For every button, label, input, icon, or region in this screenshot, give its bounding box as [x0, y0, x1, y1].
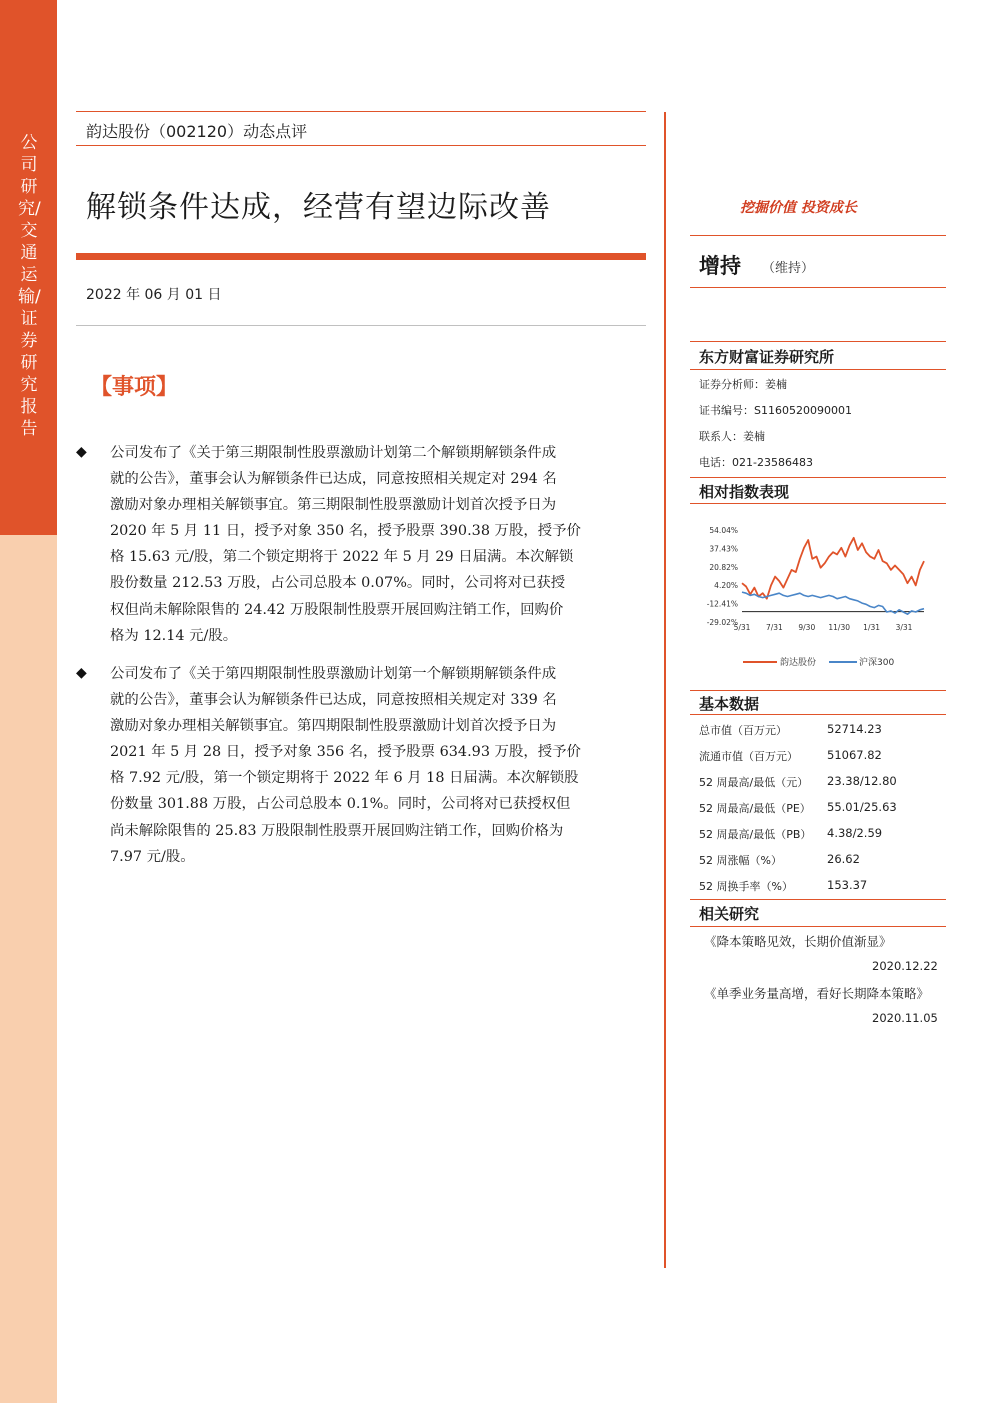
- paragraph-line: 尚未解除限售的 25.83 万股限制性股票开展回购注销工作，回购价格为: [110, 822, 564, 839]
- rating-rule: [690, 287, 946, 288]
- page-title: 解锁条件达成，经营有望边际改善: [86, 190, 551, 225]
- side-category-label: 公司研究/交通运输/证券研究报告: [18, 133, 41, 439]
- y-tick-label: 54.04%: [709, 526, 738, 535]
- basic-heading-rule-bottom: [690, 714, 946, 715]
- y-tick-label: 20.82%: [709, 562, 738, 572]
- y-tick-label: -29.02%: [706, 618, 738, 627]
- paragraph-line: 公司发布了《关于第四期限制性股票激励计划第一个解锁期解锁条件成: [110, 666, 557, 682]
- rating: 增持: [699, 254, 741, 278]
- paragraph-line: 份数量 301.88 万股，占公司总股本 0.1%。同时，公司将对已获授权但: [110, 796, 571, 813]
- institute-name: 东方财富证券研究所: [699, 348, 835, 366]
- basic-label: 流通市值（百万元）: [699, 750, 798, 763]
- basic-heading-rule-top: [690, 690, 946, 691]
- x-tick-label: 5/31: [733, 623, 751, 632]
- side-band-bottom: [0, 535, 57, 1403]
- contact: 联系人：姜楠: [699, 430, 765, 443]
- y-tick-label: 37.43%: [709, 544, 738, 554]
- certificate-number: 证书编号：S1160520090001: [699, 404, 852, 417]
- basic-label: 52 周涨幅（%）: [699, 854, 782, 867]
- basic-label: 52 周最高/最低（PB）: [699, 828, 812, 841]
- paragraph-line: 2020 年 5 月 11 日，授予对象 350 名，授予股票 390.38 万股，授予价: [110, 523, 581, 540]
- y-tick-label: 4.20%: [714, 581, 738, 591]
- basic-value: 55.01/25.63: [827, 800, 897, 814]
- institute-top-rule: [690, 341, 946, 342]
- paragraph-line: 格为 12.14 元/股。: [110, 627, 238, 644]
- x-tick-label: 11/30: [828, 623, 851, 632]
- related-heading-rule-bottom: [690, 926, 946, 927]
- paragraph-line: 股份数量 212.53 万股，占公司总股本 0.07%。同时，公司将对已获授: [110, 575, 566, 592]
- basic-label: 52 周最高/最低（元）: [699, 776, 809, 789]
- chart-heading-rule-top: [690, 477, 946, 478]
- bullet-icon: ◆: [76, 444, 87, 460]
- date-divider: [76, 325, 646, 326]
- legend-swatch-2: [829, 661, 857, 663]
- section-heading: 【事项】: [90, 375, 179, 400]
- related-report-title[interactable]: 《单季业务量高增，看好长期降本策略》: [704, 986, 930, 1001]
- legend-label-2: 沪深300: [859, 658, 895, 668]
- rating-note: （维持）: [762, 261, 815, 276]
- related-heading-rule-top: [690, 899, 946, 900]
- relative-performance-chart: [690, 520, 946, 632]
- title-underline: [76, 253, 646, 260]
- paragraph-line: 就的公告》，董事会认为解锁条件已达成，同意按照相关规定对 294 名: [110, 471, 557, 488]
- y-tick-label: -12.41%: [706, 599, 738, 609]
- series-line-2: [742, 592, 924, 614]
- phone: 电话：021-23586483: [699, 456, 813, 469]
- related-heading: 相关研究: [699, 905, 760, 923]
- basic-value: 26.62: [827, 852, 860, 866]
- basic-label: 总市值（百万元）: [699, 724, 787, 737]
- related-report-date: 2020.12.22: [872, 959, 938, 973]
- paragraph-line: 权但尚未解除限售的 24.42 万股限制性股票开展回购注销工作，回购价: [110, 601, 564, 618]
- column-divider: [664, 112, 666, 1268]
- paragraph-line: 公司发布了《关于第三期限制性股票激励计划第二个解锁期解锁条件成: [110, 445, 557, 461]
- bullet-icon: ◆: [76, 665, 87, 681]
- header-bottom-rule: [76, 145, 646, 146]
- chart-heading-rule-bottom: [690, 503, 946, 504]
- x-tick-label: 3/31: [895, 623, 913, 632]
- x-tick-label: 7/31: [765, 623, 783, 632]
- paragraph-line: 就的公告》，董事会认为解锁条件已达成，同意按照相关规定对 339 名: [110, 692, 557, 709]
- paragraph-line: 格 7.92 元/股，第一个锁定期将于 2022 年 6 月 18 日届满。本次解锁股: [110, 770, 579, 787]
- legend-swatch-1: [743, 661, 777, 663]
- paragraph-line: 激励对象办理相关解锁事宜。第四期限制性股票激励计划首次授予日为: [110, 718, 557, 735]
- x-tick-label: 1/31: [863, 623, 881, 632]
- slogan: 挖掘价值 投资成长: [740, 200, 857, 216]
- report-type: 韵达股份（002120）动态点评: [86, 122, 308, 141]
- basic-data-heading: 基本数据: [699, 695, 760, 713]
- basic-label: 52 周换手率（%）: [699, 880, 793, 893]
- analyst: 证券分析师：姜楠: [699, 378, 787, 391]
- basic-value: 51067.82: [827, 748, 882, 762]
- basic-value: 153.37: [827, 878, 868, 892]
- series-line-1: [742, 538, 924, 599]
- paragraph-line: 激励对象办理相关解锁事宜。第三期限制性股票激励计划首次授予日为: [110, 497, 557, 514]
- basic-value: 23.38/12.80: [827, 774, 897, 788]
- chart-heading: 相对指数表现: [699, 483, 790, 501]
- x-tick-label: 9/30: [798, 623, 816, 632]
- institute-bottom-rule: [690, 369, 946, 370]
- basic-value: 4.38/2.59: [827, 826, 883, 840]
- report-date: 2022 年 06 月 01 日: [86, 287, 222, 303]
- paragraph-line: 7.97 元/股。: [110, 848, 195, 865]
- paragraph-2: [110, 661, 644, 870]
- header-top-rule: [76, 111, 646, 112]
- legend-label-1: 韵达股份: [780, 658, 817, 668]
- slogan-rule: [690, 235, 946, 236]
- basic-label: 52 周最高/最低（PE）: [699, 802, 811, 815]
- related-report-date: 2020.11.05: [872, 1011, 938, 1025]
- related-report-title[interactable]: 《降本策略见效，长期价值渐显》: [704, 934, 892, 949]
- paragraph-line: 2021 年 5 月 28 日，授予对象 356 名，授予股票 634.93 万股，授予价: [110, 744, 581, 761]
- basic-value: 52714.23: [827, 722, 882, 736]
- paragraph-line: 格 15.63 元/股，第二个锁定期将于 2022 年 5 月 29 日届满。本次解锁: [110, 549, 574, 566]
- paragraph-1: [110, 440, 644, 649]
